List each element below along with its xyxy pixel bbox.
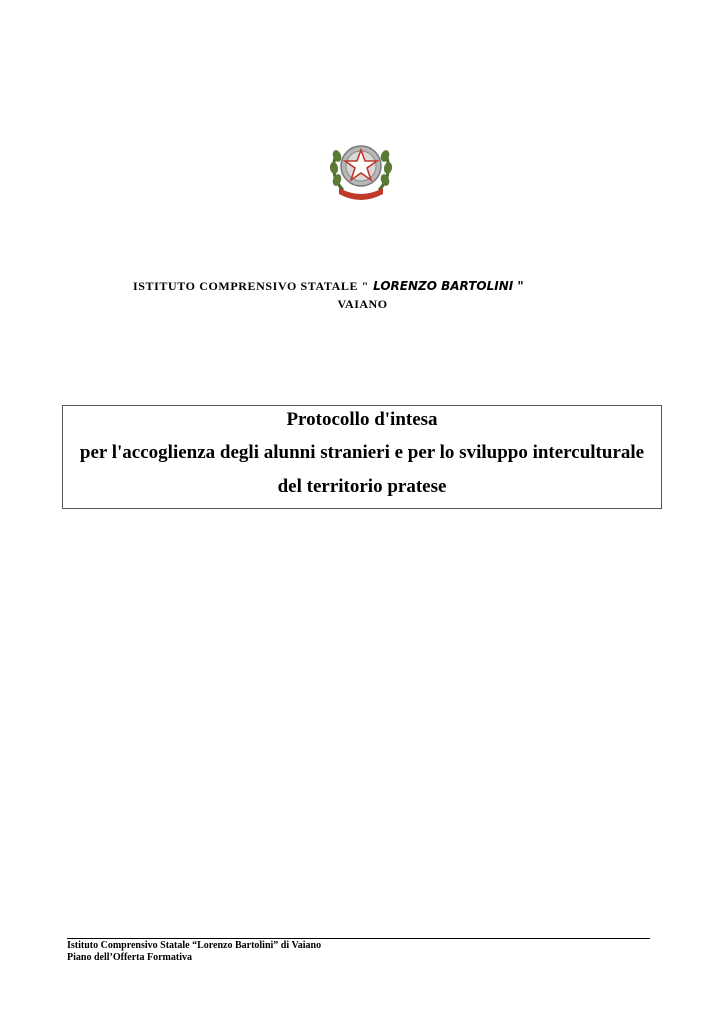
institute-heading	[133, 279, 524, 294]
institute-city: VAIANO	[337, 297, 388, 311]
document-subtitle-continuation: del territorio pratese	[277, 476, 447, 497]
footer-document: Piano dell’Offerta Formativa	[67, 952, 192, 963]
page-footer	[67, 938, 650, 964]
school-name: LORENZO BARTOLINI	[368, 279, 518, 293]
footer-institute: Istituto Comprensivo Statale “Lorenzo Bartolini” di Vaiano	[67, 940, 322, 951]
repubblica-italiana-emblem-icon	[329, 136, 393, 202]
document-title-box	[62, 405, 662, 509]
document-subtitle: per l'accoglienza degli alunni stranieri e per lo sviluppo interculturale	[79, 442, 645, 463]
institute-type: ISTITUTO COMPRENSIVO STATALE "	[133, 279, 369, 293]
document-title: Protocollo d'intesa	[286, 409, 438, 430]
school-name-closing-quote: "	[517, 279, 524, 293]
